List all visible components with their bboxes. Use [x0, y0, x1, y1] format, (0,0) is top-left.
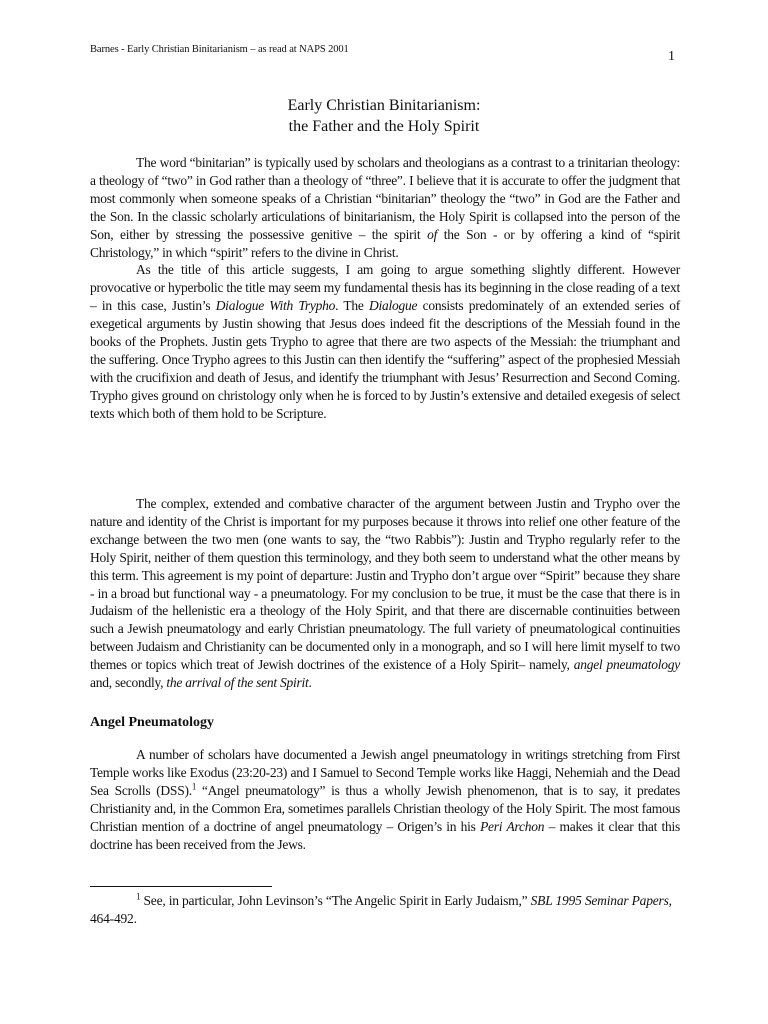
footnote-body	[90, 892, 680, 928]
footnote-text-a: See, in particular, John Levinson’s “The Angelic Spirit in Early Judaism,”	[140, 893, 531, 908]
paragraph-1-emphasis: of	[427, 226, 438, 242]
page-number: 1	[668, 49, 675, 64]
paragraph-3	[90, 495, 680, 692]
paragraph-3-emphasis-angel-pneumatology: angel pneumatology	[573, 657, 680, 673]
footnote-marker: 1	[136, 891, 141, 902]
footnote-reference[interactable]: 1	[191, 781, 197, 792]
footnote-divider	[90, 886, 272, 887]
paragraph-1	[90, 154, 680, 261]
paragraph-2	[90, 261, 680, 422]
body-section-argument	[90, 495, 680, 692]
paragraph-2-title-dialogue: Dialogue	[369, 298, 418, 314]
footnote	[90, 892, 680, 928]
paragraph-3-emphasis-sent-spirit: the arrival of the sent Spirit	[166, 675, 309, 691]
paragraph-1-text-b: the Son - or by offering a kind of “spirit Christology,” in which “spirit” refers to the divine in Christ.	[90, 226, 680, 260]
document-title-line-2: the Father and the Holy Spirit	[288, 118, 480, 135]
running-header: Barnes - Early Christian Binitarianism – as read at NAPS 2001	[90, 44, 349, 55]
paragraph-2-text-a: As the title of this article suggests, I am going to argue something slightly different. However provocative or hyperbolic the title may seem my fundamental thesis has its beginning in the close reading of a text – in this case, Justin’s	[90, 262, 680, 314]
paragraph-2-text-b: . The	[335, 298, 370, 314]
paragraph-1-text-a: The word “binitarian” is typically used by scholars and theologians as a contrast to a trinitarian theology: a theology of “two” in God rather than a theology of “three”. I believe that it is accurate to offer the judgment that most commonly when someone speaks of a Christian “binitarian” theology the “two” in God are the Father and the Son. In the classic scholarly articulations of binitarianism, the Holy Spirit is collapsed into the person of the Son, either by stressing the possessive genitive – the spirit	[90, 155, 680, 242]
section-heading: Angel Pneumatology	[90, 715, 215, 730]
paragraph-3-text-c: .	[308, 675, 312, 691]
body-section-intro	[90, 154, 680, 423]
document-title-line-1: Early Christian Binitarianism:	[287, 97, 481, 114]
paragraph-4-title-peri-archon: Peri Archon	[480, 818, 545, 834]
body-section-angel-pneumatology	[90, 746, 680, 853]
footnote-text-b: , 464-492.	[90, 893, 672, 926]
paragraph-4-text-c: – makes it clear that this doctrine has been received from the Jews.	[90, 818, 680, 852]
footnote-citation-title: SBL 1995 Seminar Papers	[530, 893, 669, 908]
paragraph-4-text-a: A number of scholars have documented a Jewish angel pneumatology in writings stretching from First Temple works like Exodus (23:20-23) and I Samuel to Second Temple works like Haggi, Nehemiah and the Dead Sea Scrolls (DSS).	[90, 747, 680, 798]
paragraph-4	[90, 746, 680, 853]
paragraph-3-text-a: The complex, extended and combative character of the argument between Justin and Trypho over the nature and identity of the Christ is important for my purposes because it throws into relief one other feature of the exchange between the two men (one wants to say, the “two Rabbis”): Justin and Trypho regularly refer to the Holy Spirit, neither of them question this terminology, and they both seem to understand what the other means by this term. This agreement is my point of departure: Justin and Trypho don’t argue over “Spirit” because they share - in a broad but functional way - a pneumatology. For my conclusion to be true, it must be the case that there is in Judaism of the hellenistic era a theology of the Holy Spirit, and that there are discernable continuities between such a Jewish pneumatology and early Christian pneumatology. The full variety of pneumatological continuities between Judaism and Christianity can be documented only in a monograph, and so I will here limit myself to two themes or topics which treat of Jewish doctrines of the existence of a Holy Spirit– namely,	[90, 496, 680, 673]
paragraph-2-title-dialogue-with-trypho: Dialogue With Trypho	[215, 298, 336, 314]
paragraph-4-text-b: “Angel pneumatology” is thus a wholly Jewish phenomenon, that is to say, it predates Christianity and, in the Common Era, sometimes parallels Christian theology of the Holy Spirit. The most famous Christian mention of a doctrine of angel pneumatology – Origen’s in his	[90, 782, 681, 834]
paragraph-2-text-c: consists predominately of an extended series of exegetical arguments by Justin showing that Jesus does indeed fit the descriptions of the Messiah found in the books of the Prophets. Justin gets Trypho to agree that there are two aspects of the Messiah: the triumphant and the suffering. Once Trypho agrees to this Justin can then identify the “suffering” aspect of the prophesied Messiah with the crucifixion and death of Jesus, and identify the triumphant with Jesus’ Resurrection and Second Coming. Trypho gives ground on christology only when he is forced to by Justin’s extensive and detailed exegesis of select texts which both of them hold to be Scripture.	[90, 298, 680, 421]
paragraph-3-text-b: and, secondly,	[90, 675, 167, 691]
